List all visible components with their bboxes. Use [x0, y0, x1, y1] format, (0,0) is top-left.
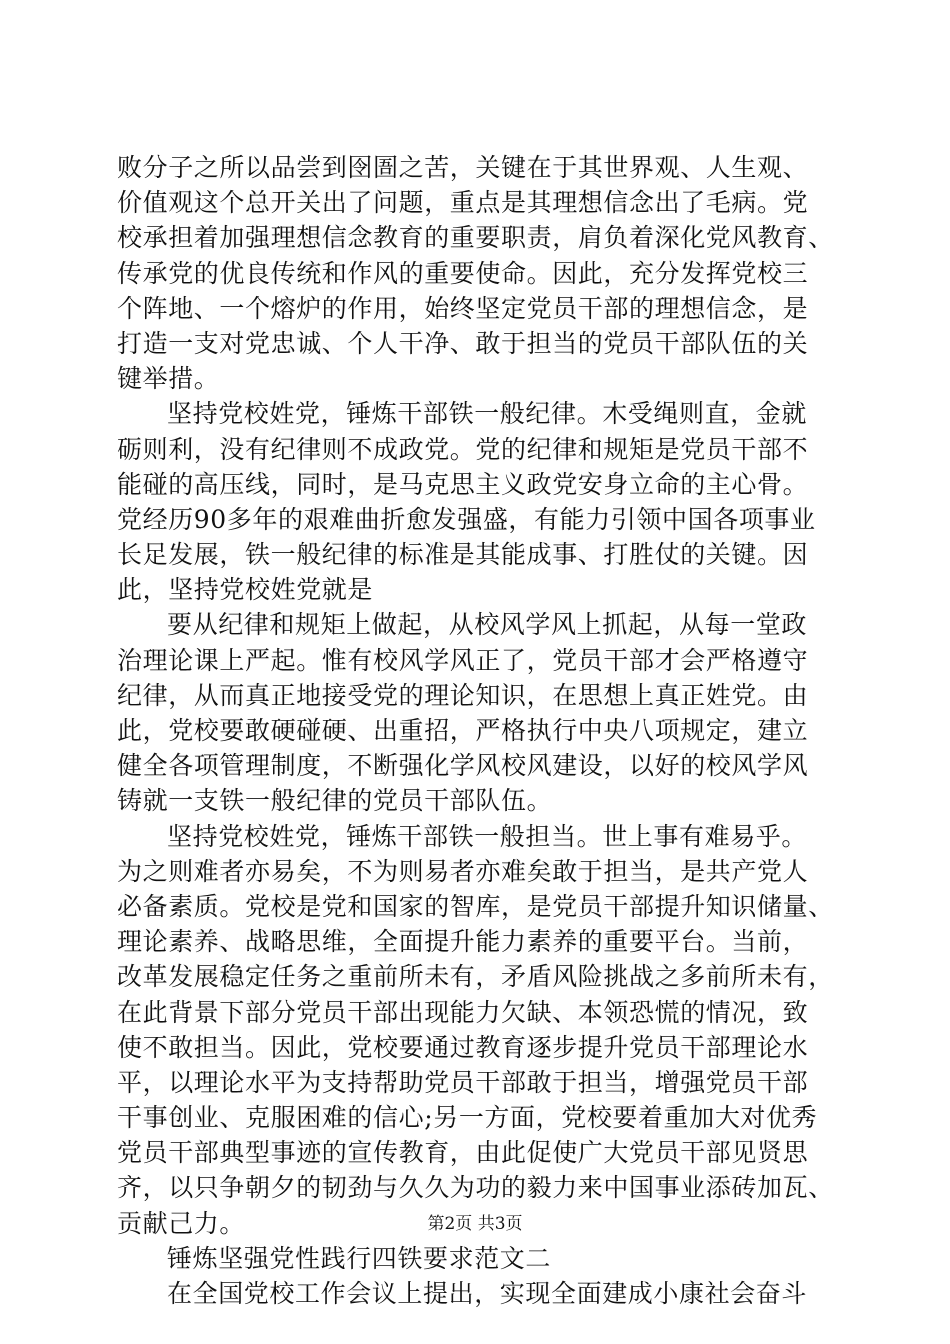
- text-line: 必备素质。党校是党和国家的智库，是党员干部提升知识储量、: [117, 891, 834, 921]
- text-line: 在全国党校工作会议上提出，实现全面建成小康社会奋斗: [167, 1279, 808, 1308]
- text-line: 长足发展，铁一般纪律的标准是其能成事、打胜仗的关键。因: [117, 540, 809, 570]
- text-line: 贡献己力。: [117, 1208, 246, 1238]
- text-line: 传承党的优良传统和作风的重要使命。因此，充分发挥党校三: [117, 258, 809, 288]
- text-line: 坚持党校姓党，锤炼干部铁一般纪律。木受绳则直，金就: [167, 399, 808, 429]
- text-line: 齐，以只争朝夕的韧劲与久久为功的毅力来中国事业添砖加瓦、: [117, 1173, 834, 1203]
- text-line: 党经历90多年的艰难曲折愈发强盛，有能力引领中国各项事业: [117, 504, 816, 534]
- text-line: 锤炼坚强党性践行四铁要求范文二: [167, 1243, 552, 1273]
- text-line: 平，以理论水平为支持帮助党员干部敢于担当，增强党员干部: [117, 1067, 809, 1097]
- text-line: 党员干部典型事迹的宣传教育，由此促使广大党员干部见贤思: [117, 1138, 809, 1168]
- text-line: 理论素养、战略思维，全面提升能力素养的重要平台。当前，: [117, 927, 809, 957]
- text-line: 能碰的高压线，同时，是马克思主义政党安身立命的主心骨。: [117, 469, 809, 499]
- text-line: 个阵地、一个熔炉的作用，始终坚定党员干部的理想信念，是: [117, 293, 809, 323]
- text-line: 健全各项管理制度，不断强化学风校风建设，以好的校风学风: [117, 751, 809, 781]
- text-line: 铸就一支铁一般纪律的党员干部队伍。: [117, 786, 553, 816]
- text-line: 为之则难者亦易矣，不为则易者亦难矣敢于担当，是共产党人: [117, 856, 809, 886]
- text-line: 在此背景下部分党员干部出现能力欠缺、本领恐慌的情况，致: [117, 997, 809, 1027]
- text-line: 坚持党校姓党，锤炼干部铁一般担当。世上事有难易乎。: [167, 821, 808, 851]
- document-body: [117, 150, 833, 1311]
- text-line: 败分子之所以品尝到囹圄之苦，关键在于其世界观、人生观、: [117, 153, 809, 182]
- text-line: 纪律，从而真正地接受党的理论知识，在思想上真正姓党。由: [117, 680, 809, 710]
- text-line: 价值观这个总开关出了问题，重点是其理想信念出了毛病。党: [117, 188, 809, 218]
- text-line: 此，坚持党校姓党就是: [117, 575, 374, 605]
- text-line: 改革发展稳定任务之重前所未有，矛盾风险挑战之多前所未有，: [117, 962, 834, 992]
- text-line: 打造一支对党忠诚、个人干净、敢于担当的党员干部队伍的关: [117, 328, 809, 358]
- text-line: 砺则利，没有纪律则不成政党。党的纪律和规矩是党员干部不: [117, 434, 809, 464]
- text-line: 治理论课上严起。惟有校风学风正了，党员干部才会严格遵守: [117, 645, 809, 675]
- text-line: 此，党校要敢硬碰硬、出重招，严格执行中央八项规定，建立: [117, 716, 809, 745]
- text-line: 干事创业、克服困难的信心;另一方面，党校要着重加大对优秀: [117, 1103, 818, 1133]
- text-line: 要从纪律和规矩上做起，从校风学风上抓起，从每一堂政: [167, 610, 808, 640]
- text-line: 键举措。: [117, 364, 220, 394]
- text-line: 使不敢担当。因此，党校要通过教育逐步提升党员干部理论水: [117, 1032, 809, 1062]
- page-footer: 第2页 共3页: [427, 1214, 523, 1234]
- text-line: 校承担着加强理想信念教育的重要职责，肩负着深化党风教育、: [117, 223, 834, 253]
